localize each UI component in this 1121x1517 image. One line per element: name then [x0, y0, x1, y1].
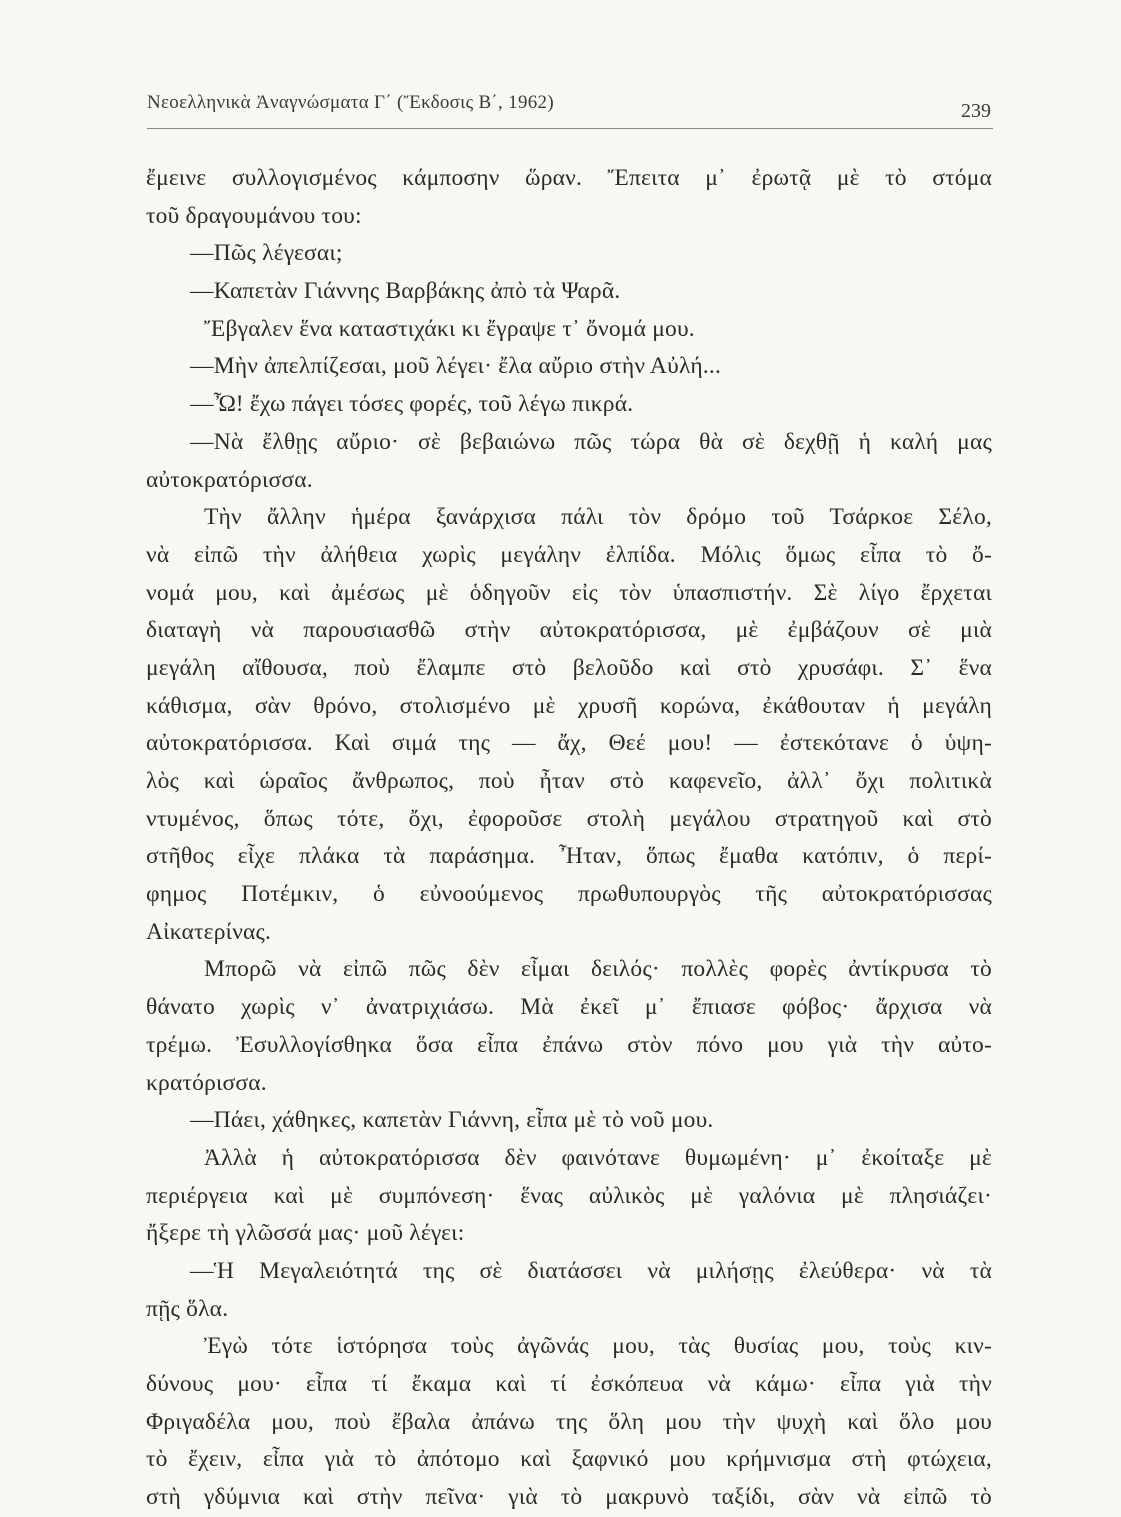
- text-line: τοῦ δραγουμάνου του:: [146, 202, 362, 229]
- text-line: —Νὰ ἔλθῃς αὔριο· σὲ βεβαιώνω πῶς τώρα θὰ σὲ δεχθῇ ἡ καλή μας: [190, 428, 992, 455]
- text-line: —Καπετὰν Γιάννης Βαρβάκης ἀπὸ τὰ Ψαρᾶ.: [190, 278, 621, 305]
- text-line: ντυμένος, ὅπως τότε, ὄχι, ἐφοροῦσε στολὴ μεγάλου στρατηγοῦ καὶ στὸ: [146, 805, 992, 832]
- text-line: μεγάλη αἴθουσα, ποὺ ἔλαμπε στὸ βελοῦδο καὶ στὸ χρυσάφι. Σ᾿ ἕνα: [146, 654, 992, 681]
- text-line: ἔμεινε συλλογισμένος κάμποσην ὥραν. Ἔπειτα μ᾿ ἐρωτᾷ μὲ τὸ στόμα: [146, 165, 992, 191]
- text-line: —Μὴν ἀπελπίζεσαι, μοῦ λέγει· ἔλα αὔριο στὴν Αὐλή...: [190, 353, 722, 380]
- page-header: [147, 86, 993, 129]
- text-line: Αἰκατερίνας.: [146, 918, 272, 945]
- text-line: Τὴν ἄλλην ἡμέρα ξανάρχισα πάλι τὸν δρόμο τοῦ Τσάρκοε Σέλο,: [204, 504, 992, 531]
- running-head: Νεοελληνικὰ Ἀναγνώσματα Γ΄ (Ἔκδοσις Β΄, 1962): [147, 92, 554, 113]
- text-line: περιέργεια καὶ μὲ συμπόνεση· ἕνας αὐλικὸς μὲ γαλόνια μὲ πλησιάζει·: [146, 1182, 992, 1209]
- text-line: αὐτοκρατόρισσα.: [146, 466, 313, 493]
- text-line: ἤξερε τὴ γλῶσσά μας· μοῦ λέγει:: [146, 1220, 465, 1247]
- text-line: νὰ εἰπῶ τὴν ἀλήθεια χωρὶς μεγάλην ἐλπίδα. Μόλις ὅμως εἶπα τὸ ὄ-: [146, 541, 992, 568]
- text-line: —Ὦ! ἔχω πάγει τόσες φορές, τοῦ λέγω πικρά.: [190, 391, 634, 418]
- text-line: Ἐγὼ τότε ἱστόρησα τοὺς ἀγῶνάς μου, τὰς θυσίας μου, τοὺς κιν-: [204, 1333, 992, 1360]
- text-line: στῆθος εἶχε πλάκα τὰ παράσημα. Ἦταν, ὅπως ἔμαθα κατόπιν, ὁ περί-: [146, 843, 992, 870]
- page-number: 239: [961, 100, 991, 122]
- text-line: αὐτοκρατόρισσα. Καὶ σιμά της — ἄχ, Θεέ μου! — ἐστεκότανε ὁ ὑψη-: [146, 730, 992, 757]
- text-line: —Πάει, χάθηκες, καπετὰν Γιάννη, εἶπα μὲ τὸ νοῦ μου.: [190, 1107, 714, 1134]
- text-line: Μπορῶ νὰ εἰπῶ πῶς δὲν εἶμαι δειλός· πολλὲς φορὲς ἀντίκρυσα τὸ: [204, 956, 992, 983]
- text-line: στὴ γδύμνια καὶ στὴν πεῖνα· γιὰ τὸ μακρυνὸ ταξίδι, σὰν νὰ εἰπῶ τὸ: [146, 1484, 992, 1511]
- text-line: νομά μου, καὶ ἀμέσως μὲ ὁδηγοῦν εἰς τὸν ὑπασπιστήν. Σὲ λίγο ἔρχεται: [146, 579, 992, 606]
- text-line: δύνους μου· εἶπα τί ἔκαμα καὶ τί ἐσκόπευα νὰ κάμω· εἶπα γιὰ τὴν: [146, 1371, 992, 1397]
- text-line: πῇς ὅλα.: [146, 1295, 229, 1322]
- text-line: θάνατο χωρὶς ν᾿ ἀνατριχιάσω. Μὰ ἐκεῖ μ᾿ ἔπιασε φόβος· ἄρχισα νὰ: [146, 994, 992, 1021]
- text-line: τρέμω. Ἐσυλλογίσθηκα ὅσα εἶπα ἐπάνω στὸν πόνο μου γιὰ τὴν αὐτο-: [146, 1031, 992, 1058]
- text-line: —Ἡ Μεγαλειότητά της σὲ διατάσσει νὰ μιλήσῃς ἐλεύθερα· νὰ τὰ: [190, 1257, 992, 1284]
- text-line: κάθισμα, σὰν θρόνο, στολισμένο μὲ χρυσῆ κορώνα, ἐκάθουταν ἡ μεγάλη: [146, 692, 992, 719]
- text-line: φημος Ποτέμκιν, ὁ εὐνοούμενος πρωθυπουργὸς τῆς αὐτοκρατόρισσας: [146, 881, 992, 908]
- text-line: κρατόρισσα.: [146, 1069, 267, 1096]
- text-line: Φριγαδέλα μου, ποὺ ἔβαλα ἀπάνω της ὅλη μου τὴν ψυχὴ καὶ ὅλο μου: [146, 1408, 992, 1435]
- text-line: τὸ ἔχειν, εἶπα γιὰ τὸ ἀπότομο καὶ ξαφνικό μου κρήμνισμα στὴ φτώχεια,: [146, 1446, 992, 1473]
- text-line: λὸς καὶ ὡραῖος ἄνθρωπος, ποὺ ἦταν στὸ καφενεῖο, ἀλλ᾿ ὄχι πολιτικὰ: [146, 768, 992, 794]
- text-line: διαταγὴ νὰ παρουσιασθῶ στὴν αὐτοκρατόρισσα, μὲ ἐμβάζουν σὲ μιὰ: [146, 617, 992, 644]
- text-line: Ἀλλὰ ἡ αὐτοκρατόρισσα δὲν φαινότανε θυμωμένη· μ᾿ ἐκοίταξε μὲ: [204, 1144, 992, 1171]
- text-line: —Πῶς λέγεσαι;: [190, 240, 343, 267]
- text-line: Ἔβγαλεν ἕνα καταστιχάκι κι ἔγραψε τ᾿ ὄνομά μου.: [204, 315, 695, 342]
- body-text: [146, 160, 992, 1517]
